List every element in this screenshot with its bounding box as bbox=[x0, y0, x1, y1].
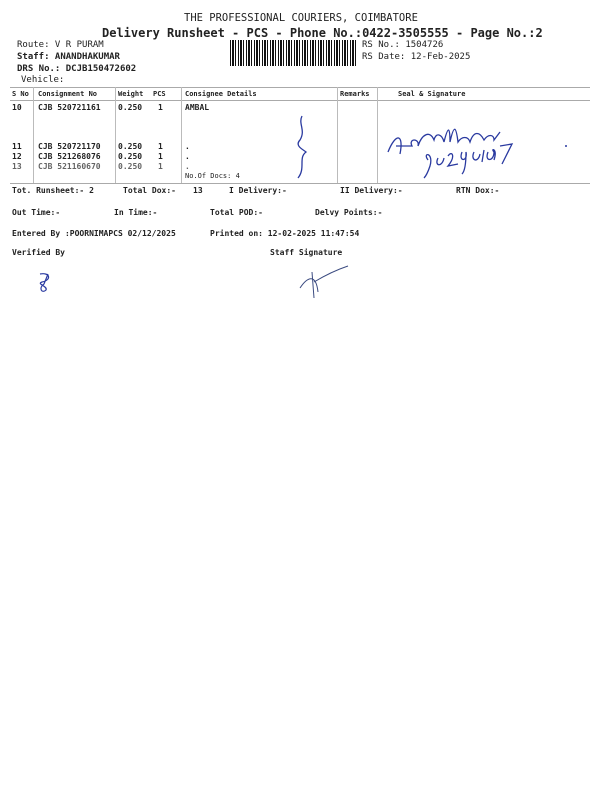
verifier-signature bbox=[34, 270, 58, 294]
cell-text: 1 bbox=[158, 162, 163, 171]
cell-text: 13 bbox=[193, 186, 203, 195]
col-consignee: Consignee Details bbox=[185, 90, 257, 98]
cell-text: 0.250 bbox=[118, 152, 143, 161]
route: Route: V R PURAM bbox=[17, 40, 104, 50]
cell-text: CJB 521268076 bbox=[38, 152, 101, 161]
company-name: THE PROFESSIONAL COURIERS, COIMBATORE bbox=[184, 12, 418, 24]
cell-text: 0.250 bbox=[118, 142, 143, 151]
cell-text: CJB 520721170 bbox=[38, 142, 101, 151]
cell-text: 12 bbox=[12, 152, 22, 161]
cell-text: 11 bbox=[12, 142, 22, 151]
col-pcs: PCS bbox=[153, 90, 166, 98]
cell-text: Printed on: 12-02-2025 11:47:54 bbox=[210, 229, 360, 238]
col-seal: Seal & Signature bbox=[398, 90, 466, 98]
col-consignment: Consignment No bbox=[38, 90, 98, 98]
cell-text: Out Time:- bbox=[12, 208, 61, 217]
cell-text: 0.250 bbox=[118, 103, 143, 112]
cell-text: In Time:- bbox=[114, 208, 158, 217]
cell-text: . bbox=[185, 142, 190, 151]
cell-text: . bbox=[185, 162, 190, 171]
rs-date: RS Date: 12-Feb-2025 bbox=[362, 52, 471, 62]
staff: Staff: ANANDHAKUMAR bbox=[17, 52, 120, 62]
cell-text: Tot. Runsheet:- 2 bbox=[12, 186, 94, 195]
cell-text: . bbox=[185, 152, 190, 161]
cell-text: 10 bbox=[12, 103, 22, 112]
cell-text: II Delivery:- bbox=[340, 186, 403, 195]
cell-text: 1 bbox=[158, 152, 163, 161]
cell-text: Total Dox:- bbox=[123, 186, 176, 195]
cell-text: CJB 520721161 bbox=[38, 103, 101, 112]
cell-text: 1 bbox=[158, 142, 163, 151]
handwritten-signature bbox=[382, 112, 582, 182]
cell-text: Verified By bbox=[12, 248, 65, 257]
cell-text: Entered By :POORNIMAPCS 02/12/2025 bbox=[12, 229, 176, 238]
cell-text: Delvy Points:- bbox=[315, 208, 383, 217]
staff-signature-mark bbox=[296, 262, 356, 302]
barcode bbox=[230, 40, 357, 66]
cell-text: 1 bbox=[158, 103, 163, 112]
rs-no: RS No.: 1504726 bbox=[362, 40, 444, 50]
docs-count: No.Of Docs: 4 bbox=[185, 172, 240, 180]
cell-text: RTN Dox:- bbox=[456, 186, 500, 195]
vehicle: Vehicle: bbox=[21, 75, 65, 85]
document-title: Delivery Runsheet - PCS - Phone No.:0422-3505555 - Page No.:2 bbox=[102, 26, 543, 40]
cell-text: Total POD:- bbox=[210, 208, 263, 217]
handwritten-brace bbox=[290, 112, 320, 182]
cell-text: AMBAL bbox=[185, 103, 210, 112]
cell-text: CJB 521160670 bbox=[38, 162, 101, 171]
cell-text: Staff Signature bbox=[270, 248, 343, 257]
col-weight: Weight bbox=[118, 90, 144, 98]
col-remarks: Remarks bbox=[340, 90, 370, 98]
drs-no: DRS No.: DCJB150472602 bbox=[17, 64, 137, 74]
cell-text: 13 bbox=[12, 162, 22, 171]
cell-text: I Delivery:- bbox=[229, 186, 287, 195]
col-sno: S No bbox=[12, 90, 29, 98]
cell-text: 0.250 bbox=[118, 162, 143, 171]
